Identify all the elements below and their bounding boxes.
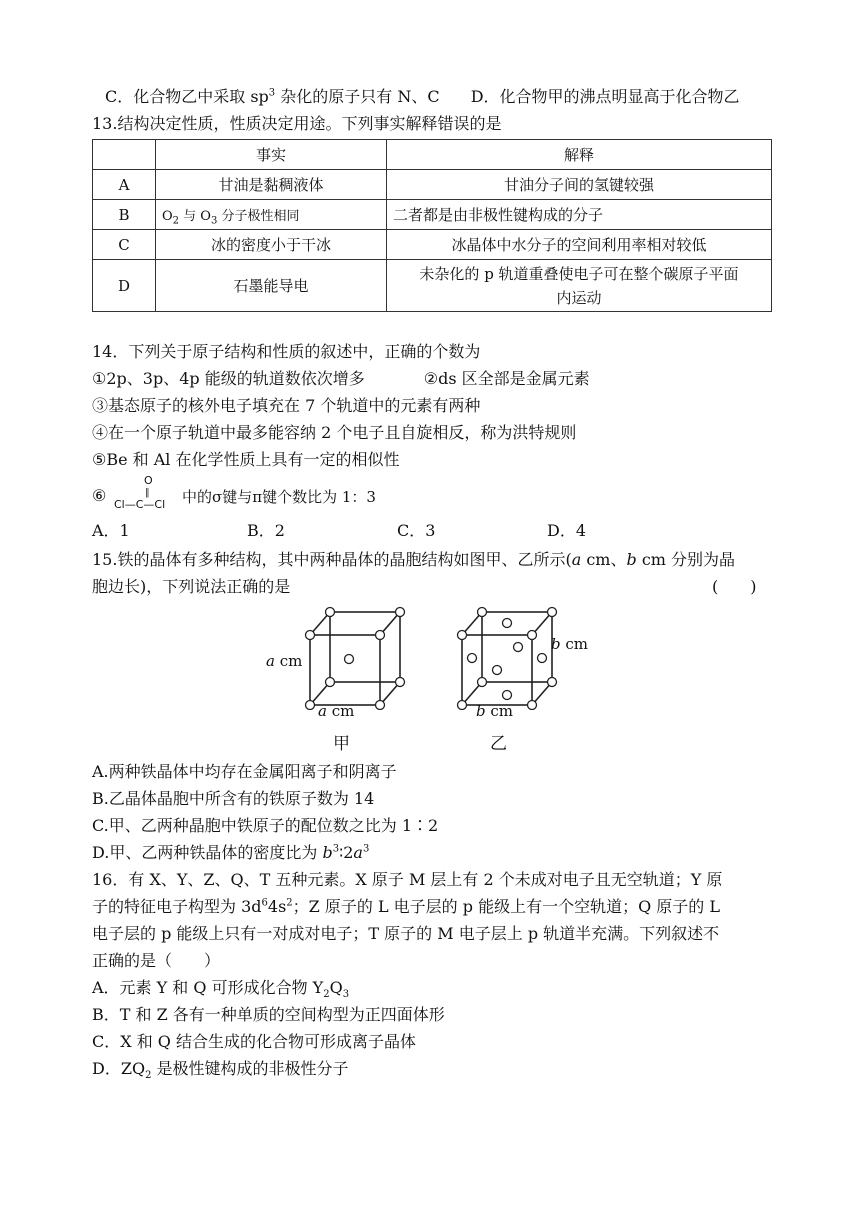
q12-option-d: D．化合物甲的沸点明显高于化合物乙 [470, 87, 740, 106]
fig-a-side-label: a cm [266, 652, 303, 670]
q16-option-a: A．元素 Y 和 Q 可形成化合物 $Y_2Q_3$ [92, 978, 350, 1001]
option-d: D．4 [547, 521, 587, 540]
formula-cocl2: Cl—C—Cl [114, 498, 166, 511]
table-row [93, 170, 772, 200]
q16-option-b: B．T 和 Z 各有一种单质的空间构型为正四面体形 [92, 1005, 445, 1024]
q14-statement-4: ④在一个原子轨道中最多能容纳 2 个电子且自旋相反，称为洪特规则 [92, 423, 577, 442]
fig-b-name: 乙 [490, 734, 507, 754]
row-reason: 甘油分子间的氢键较强 [387, 170, 772, 200]
q14-statement-3: ③基态原子的核外电子填充在 7 个轨道中的元素有两种 [92, 396, 481, 415]
q15-stem-line-2: 胞边长)，下列说法正确的是 [92, 577, 291, 596]
formula-oxygen: O [144, 474, 153, 487]
row-fact: $O_2$ 与 $O_3$ 分子极性相同 [156, 200, 387, 230]
row-option: A [93, 170, 156, 200]
answer-paren: ( ) [712, 577, 757, 596]
q15-option-a: A.两种铁晶体中均存在金属阳离子和阴离子 [92, 762, 397, 781]
header-cell: 事实 [156, 140, 387, 170]
header-cell: 解释 [387, 140, 772, 170]
q16-stem-line-4: 正确的是（ ） [92, 951, 221, 970]
q15-option-d: D.甲、乙两种铁晶体的密度比为 $b^3∶2a^3$ [92, 843, 370, 862]
q15-option-b: B.乙晶体晶胞中所含有的铁原子数为 14 [92, 789, 375, 808]
row-fact: 冰的密度小于干冰 [156, 230, 387, 260]
q14-statement-1: ①2p、3p、4p 能级的轨道数依次增多 [92, 369, 365, 388]
row-option: B [93, 200, 156, 230]
option-c: C．3 [397, 521, 436, 540]
q12-option-c: C．化合物乙中采取 $sp^3$ 杂化的原子只有 N、C [105, 87, 440, 106]
q16-option-c: C．X 和 Q 结合生成的化合物可形成离子晶体 [92, 1032, 417, 1051]
row-fact: 石墨能导电 [156, 260, 387, 312]
q14-statement-6 [92, 476, 512, 514]
fig-b-bottom-label: b cm [476, 702, 514, 720]
header-cell [93, 140, 156, 170]
fig-b-side-label: b cm [551, 635, 589, 653]
q14-statements-1-2 [92, 368, 590, 390]
table-row [93, 230, 772, 260]
q15-option-c: C.甲、乙两种晶胞中铁原子的配位数之比为 1∶2 [92, 816, 439, 835]
q13-stem: 13.结构决定性质，性质决定用途。下列事实解释错误的是 [92, 114, 502, 133]
q14-options [92, 520, 586, 542]
fcc-unit-cell-figure [452, 600, 562, 710]
statement-number: ⑥ [92, 486, 107, 505]
row-fact: 甘油是黏稠液体 [156, 170, 387, 200]
table-row [93, 200, 772, 230]
statement-6-text: 中的σ键与π键个数比为 1：3 [182, 488, 376, 506]
table-header-row [93, 140, 772, 170]
row-reason: 二者都是由非极性键构成的分子 [387, 200, 772, 230]
formula-double-bond: ‖ [145, 488, 150, 498]
option-a: A．1 [92, 521, 130, 540]
row-option: D [93, 260, 156, 312]
row-option: C [93, 230, 156, 260]
row-reason: 未杂化的 p 轨道重叠使电子可在整个碳原子平面 内运动 [387, 260, 772, 312]
bcc-unit-cell-figure [300, 600, 410, 710]
table-row [93, 260, 772, 312]
q12-option-c-d [105, 86, 740, 108]
option-b: B．2 [247, 521, 285, 540]
q14-statement-2: ②ds 区全部是金属元素 [423, 369, 590, 388]
fig-a-name: 甲 [333, 734, 350, 754]
q16-option-d: D．$ZQ_2$ 是极性键构成的非极性分子 [92, 1059, 349, 1082]
q14-stem: 14．下列关于原子结构和性质的叙述中，正确的个数为 [92, 342, 481, 361]
q16-stem-line-3: 电子层的 p 能级上只有一对成对电子；T 原子的 M 电子层上 p 轨道半充满。下列叙述不 [92, 924, 720, 943]
q16-stem-line-1: 16．有 X、Y、Z、Q、T 五种元素。X 原子 M 层上有 2 个未成对电子且无空轨道；Y 原 [92, 870, 723, 889]
q16-stem-line-2: 子的特征电子构型为 $3d^64s^2$；Z 原子的 L 电子层的 p 能级上有一个空轨道；Q 原子的 L [92, 897, 720, 916]
row-reason: 冰晶体中水分子的空间利用率相对较低 [387, 230, 772, 260]
fig-a-bottom-label: a cm [318, 702, 355, 720]
q15-stem-line-1: 15.铁的晶体有多种结构，其中两种晶体的晶胞结构如图甲、乙所示(a cm、b cm 分别为晶 [92, 550, 736, 569]
q14-statement-5: ⑤Be 和 Al 在化学性质上具有一定的相似性 [92, 450, 400, 469]
q13-table [92, 139, 772, 312]
